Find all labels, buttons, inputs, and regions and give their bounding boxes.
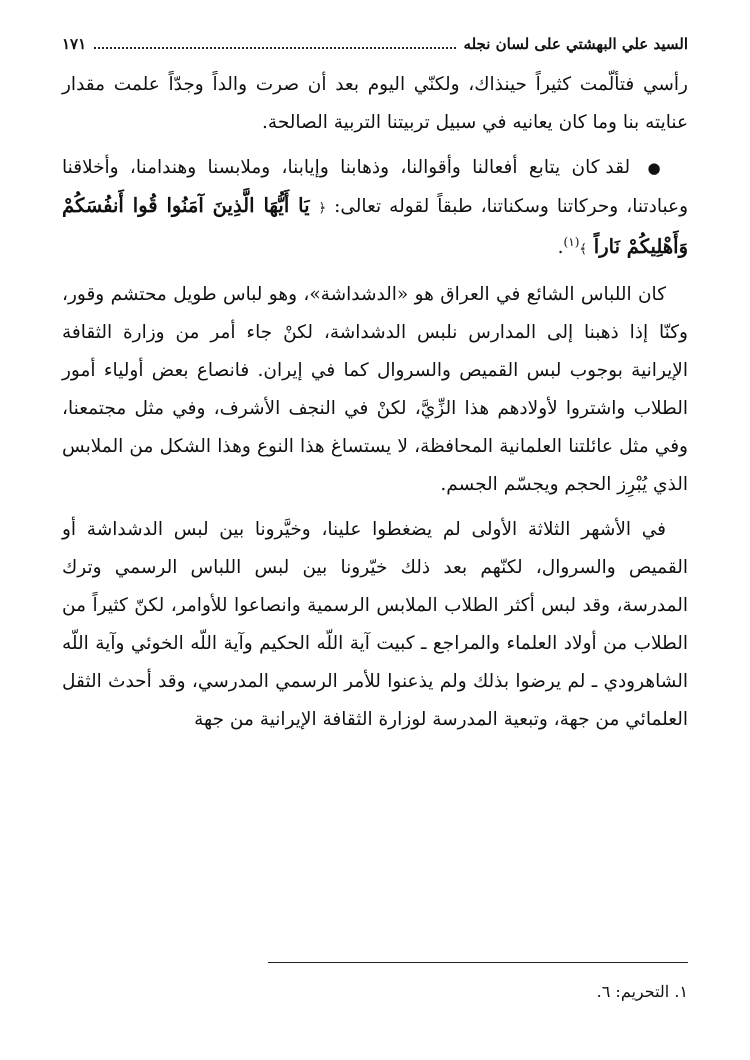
header-dot-leader: [94, 46, 455, 49]
verse-open-bracket: ﴿: [318, 201, 327, 216]
running-header: [62, 32, 688, 56]
paragraph-3: كان اللباس الشائع في العراق هو «الدشداشة»، وهو لباس طويل محتشم وقور، وكنّا إذا ذهبنا إلى المدارس نلبس الدشداشة، لكنْ جاء أمر من وزارة الثقافة الإيرانية بوجوب لبس القميص والسروال كما في إيران. فانصاع بعض أولياء أمور الطلاب واشتروا لأولادهم هذا الزِّيَّ، لكنْ في النجف الأشرف، وفي مثل مجتمعنا، وفي مثل عائلتنا العلمانية المحافظة، لا يستساغ هذا النوع وهذا الشكل من الملابس الذي يُبْرِز الحجم ويجسّم الجسم.: [62, 284, 688, 495]
paragraph-2-end: .: [557, 237, 564, 258]
paragraph-4: في الأشهر الثلاثة الأولى لم يضغطوا علينا، وخيَّرونا بين لبس الدشداشة أو القميص والسروال، لكنّهم بعد ذلك خيّرونا بين لبس اللباس الرسمي وترك المدرسة، وقد لبس أكثر الطلاب الملابس الرسمية وانصاعوا للأوامر، لكنّ كثيراً من الطلاب من أولاد العلماء والمراجع ـ كبيت آية اللّه الحكيم وآية اللّه الخوئي وآية اللّه الشاهرودي ـ لم يرضوا بذلك ولم يذعنوا للأمر الرسمي المدرسي، وقد أحدث الثقل العلمائي من جهة، وتبعية المدرسة لوزارة الثقافة الإيرانية من جهة: [62, 519, 688, 730]
verse-close-bracket: ﴾: [579, 242, 587, 257]
paragraph-1: رأسي فتألّمت كثيراً حينذاك، ولكنّي اليوم بعد أن صرت والداً وجدّاً علمت مقدار عنايته بنا وما كان يعانيه في سبيل تربيتنا التربية الصالحة.: [62, 74, 688, 133]
body-text: [62, 66, 688, 739]
bullet-icon: ●: [647, 159, 666, 177]
footnote-reference: (١): [563, 234, 580, 249]
paragraph-2: [62, 149, 688, 269]
footnote-divider: [268, 962, 688, 963]
paragraph-2-text: لقد كان يتابع أفعالنا وأقوالنا، وذهابنا وإيابنا، وملابسنا وهندامنا، وأخلاقنا وعبادتنا، وحركاتنا وسكناتنا، طبقاً لقوله تعالى:: [62, 157, 689, 217]
footnote: ١. التحريم: ٦.: [596, 982, 688, 1001]
quran-verse-text: يَا أَيُّهَا الَّذِينَ آمَنُوا قُوا أَنفُسَكُمْ وَأَهْلِيكُمْ نَاراً: [62, 194, 688, 258]
page-number: ١٧١: [62, 35, 87, 53]
header-title: السيد علي البهشتي على لسان نجله: [463, 35, 688, 53]
